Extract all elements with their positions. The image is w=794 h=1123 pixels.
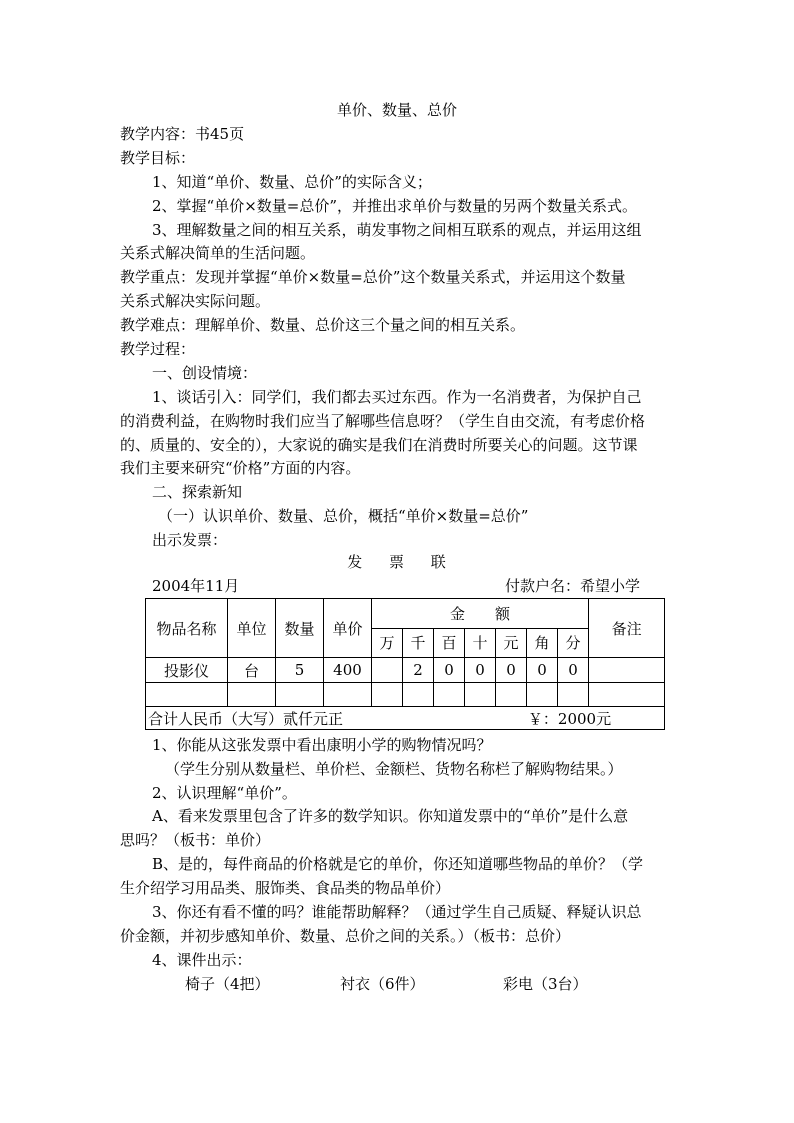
cell-digit: 0 — [434, 658, 465, 683]
key-point-line-1: 教学重点：发现并掌握“单价×数量=总价”这个数量关系式，并运用这个数量 — [120, 268, 626, 286]
goal-2: 2、掌握“单价×数量=总价”，并推出求单价与数量的另两个数量关系式。 — [152, 197, 638, 215]
total-row — [146, 707, 665, 730]
subsection-1-heading: （一）认识单价、数量、总价，概括“单价×数量=总价” — [158, 507, 529, 525]
key-point-line-2: 关系式解决实际问题。 — [120, 292, 271, 310]
cell-digit: 2 — [403, 658, 434, 683]
intro-line-2: 的消费利益，在购物时我们应当了解哪些信息呀？（学生自由交流，有考虑价格 — [120, 412, 646, 430]
question-4: 4、课件出示： — [152, 951, 252, 969]
cell-digit: 0 — [558, 658, 589, 683]
goals-heading: 教学目标： — [120, 149, 196, 167]
section-2-heading: 二、探索新知 — [152, 483, 243, 501]
courseware-items — [185, 974, 627, 994]
cell-digit: 0 — [496, 658, 527, 683]
question-2: 2、认识理解“单价”。 — [152, 784, 297, 802]
header-amount: 金 额 — [372, 599, 589, 629]
digit-header: 百 — [434, 628, 465, 658]
table-row-empty — [146, 683, 665, 707]
show-invoice-line: 出示发票： — [152, 531, 228, 549]
question-2a-line-1: A、看来发票里包含了许多的数学知识。你知道发票中的“单价”是什么意 — [152, 807, 629, 825]
digit-header: 分 — [558, 628, 589, 658]
question-1-note: （学生分别从数量栏、单价栏、金额栏、货物名称栏了解购物结果。） — [165, 760, 623, 778]
item-shirt: 衬衣（6件） — [340, 975, 425, 993]
goal-3-line-2: 关系式解决简单的生活问题。 — [120, 244, 316, 262]
content-line: 教学内容：书45页 — [120, 125, 245, 143]
question-3-line-1: 3、你还有看不懂的吗？谁能帮助解释？（通过学生自己质疑、释疑认识总 — [152, 903, 642, 921]
question-2b-line-1: B、是的，每件商品的价格就是它的单价，你还知道哪些物品的单价？（学 — [152, 855, 644, 873]
intro-line-4: 我们主要来研究“价格”方面的内容。 — [120, 459, 361, 477]
invoice-payer: 付款户名：希望小学 — [505, 577, 641, 595]
difficulty-line: 教学难点：理解单价、数量、总价这三个量之间的相互关系。 — [120, 316, 526, 334]
header-unit: 单位 — [228, 599, 276, 658]
header-quantity: 数量 — [276, 599, 324, 658]
question-1: 1、你能从这张发票中看出康明小学的购物情况吗？ — [152, 736, 492, 754]
cell-quantity: 5 — [276, 658, 324, 683]
digit-header: 元 — [496, 628, 527, 658]
digit-header: 十 — [465, 628, 496, 658]
cell-digit — [372, 658, 403, 683]
header-note: 备注 — [589, 599, 665, 658]
invoice-title-char: 发 — [347, 553, 364, 571]
goal-3-line-1: 3、理解数量之间的相互关系，萌发事物之间相互联系的观点，并运用这组 — [152, 221, 642, 239]
cell-digit: 0 — [465, 658, 496, 683]
item-tv: 彩电（3台） — [503, 975, 588, 993]
digit-header: 千 — [403, 628, 434, 658]
invoice-title — [0, 552, 794, 572]
question-3-line-2: 价金额，并初步感知单价、数量、总价之间的关系。）（板书：总价） — [120, 927, 571, 945]
header-unit-price: 单价 — [324, 599, 372, 658]
invoice-title-char: 票 — [388, 553, 405, 571]
digit-header: 角 — [527, 628, 558, 658]
process-heading: 教学过程： — [120, 340, 196, 358]
invoice-title-char: 联 — [430, 553, 447, 571]
total-amount: ￥：2000元 — [527, 709, 612, 728]
goal-1: 1、知道“单价、数量、总价”的实际含义； — [152, 173, 432, 191]
header-item-name: 物品名称 — [146, 599, 228, 658]
item-chair: 椅子（4把） — [185, 975, 270, 993]
question-2b-line-2: 生介绍学习用品类、服饰类、食品类的物品单价） — [120, 879, 451, 897]
cell-item-name: 投影仪 — [146, 658, 228, 683]
cell-digit: 0 — [527, 658, 558, 683]
invoice-table — [145, 598, 665, 730]
section-1-heading: 一、创设情境： — [152, 364, 258, 382]
invoice-date: 2004年11月 — [152, 577, 240, 595]
cell-note — [589, 658, 665, 683]
table-row — [146, 658, 665, 683]
cell-unit-price: 400 — [324, 658, 372, 683]
question-2a-line-2: 思吗？（板书：单价） — [120, 831, 271, 849]
page-title: 单价、数量、总价 — [336, 101, 457, 119]
intro-line-3: 的、质量的、安全的），大家说的确实是我们在消费时所要关心的问题。这节课 — [120, 436, 638, 454]
digit-header: 万 — [372, 628, 403, 658]
cell-unit: 台 — [228, 658, 276, 683]
intro-line-1: 1、谈话引入：同学们，我们都去买过东西。作为一名消费者，为保护自己 — [152, 388, 642, 406]
total-label: 合计人民币（大写）贰仟元正 — [148, 709, 344, 728]
